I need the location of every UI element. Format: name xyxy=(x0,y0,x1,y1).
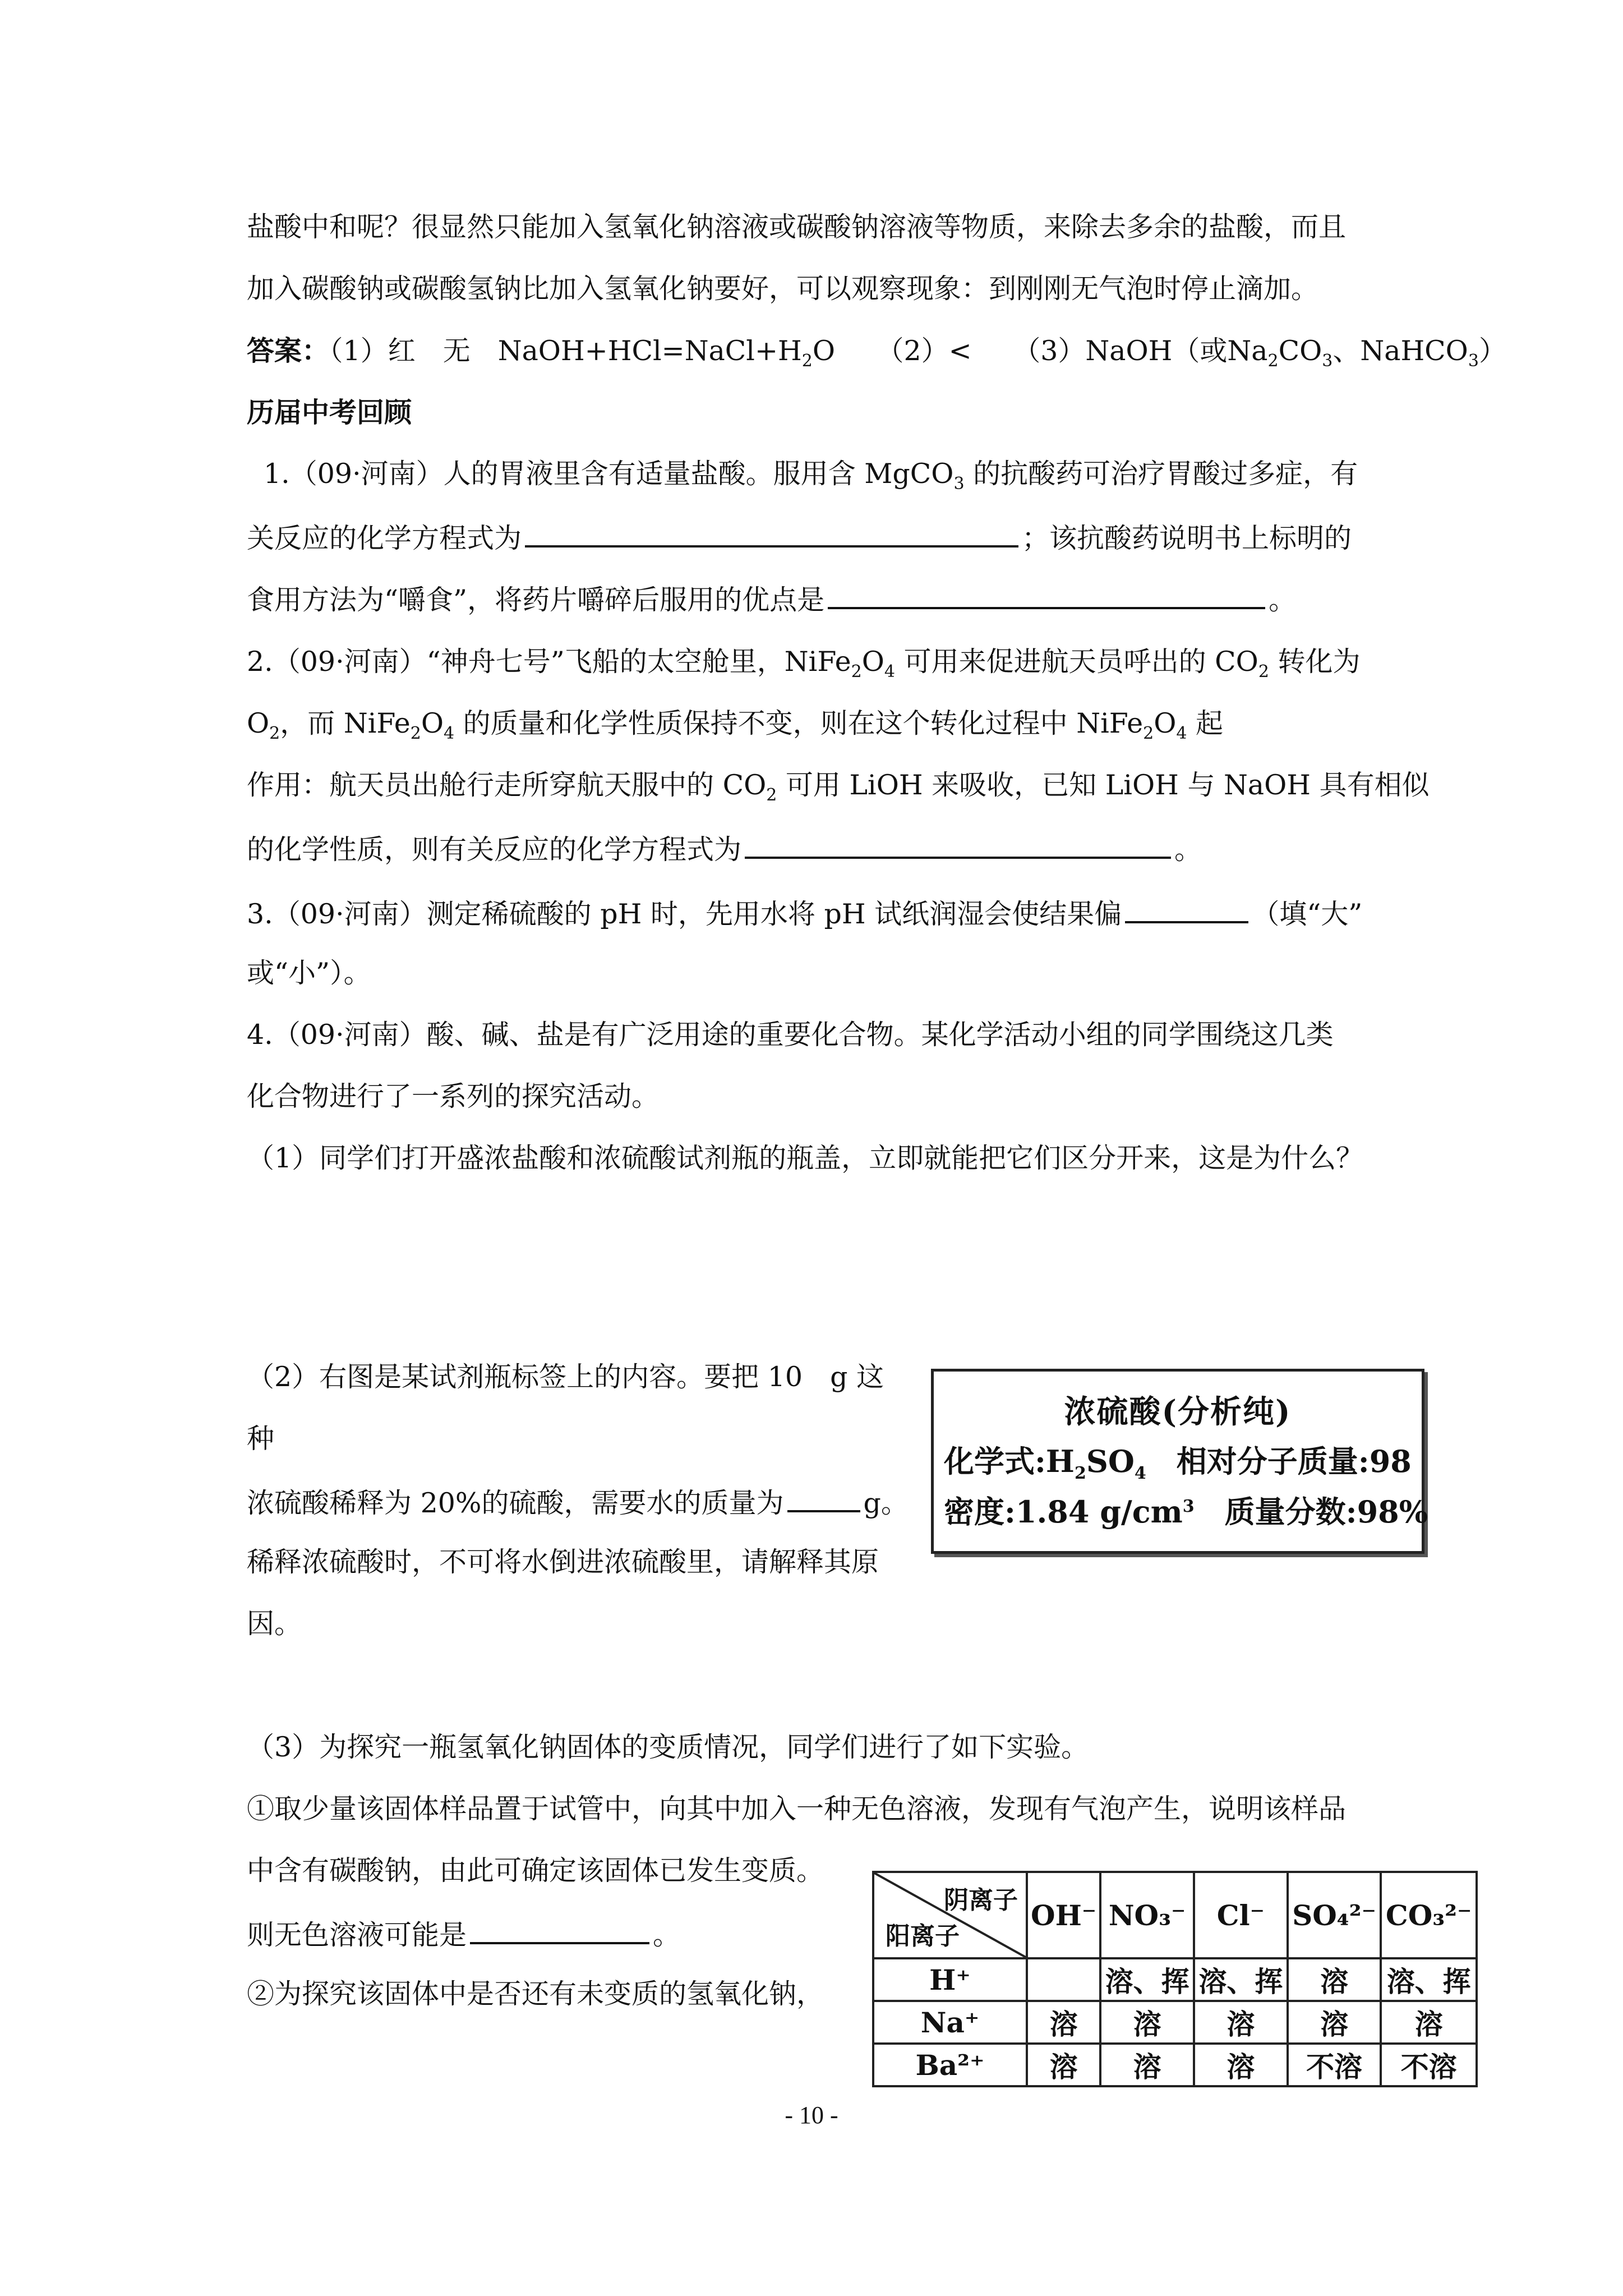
question-2-line: 2.（09·河南）“神舟七号”飞船的太空舱里，$NiFe_2O_4$ 可用来促进航天员呼出的 $CO_2$ 转化为 xyxy=(247,646,1361,682)
anion-header: SO₄²⁻ xyxy=(1288,1872,1381,1958)
anion-header: OH⁻ xyxy=(1027,1872,1100,1958)
question-4-line xyxy=(247,1789,1402,1829)
table-cell: 溶、挥 xyxy=(1194,1958,1288,2001)
table-cell: 溶 xyxy=(1027,2001,1100,2044)
answer-blank[interactable] xyxy=(787,1481,860,1512)
table-cell: 溶 xyxy=(1288,1958,1381,2001)
question-3-line xyxy=(247,892,1402,934)
table-cell: 溶 xyxy=(1381,2001,1477,2044)
question-4-line xyxy=(247,1139,1402,1178)
question-text: （2）右图是某试剂瓶标签上的内容。要把 10 g 这 xyxy=(247,1361,884,1393)
table-cell: 溶 xyxy=(1100,2044,1194,2086)
question-text: O xyxy=(421,707,444,739)
question-text: 2.（09·河南）“神舟七号”飞船的太空舱里，NiFe xyxy=(247,646,851,678)
table-cell: 溶 xyxy=(1027,2044,1100,2086)
question-text: O xyxy=(247,707,270,739)
label-text: 密度:1.84 g/cm xyxy=(944,1494,1183,1530)
question-text: 稀释浓硫酸时，不可将水倒进浓硫酸里，请解释其原 xyxy=(247,1546,879,1578)
reagent-label-image xyxy=(931,1369,1428,1554)
question-4-line xyxy=(247,1728,1402,1767)
table-cell: 溶 xyxy=(1100,2001,1194,2044)
question-text: 浓硫酸稀释为 20%的硫酸，需要水的质量为 xyxy=(247,1487,784,1519)
section-title-text: 历届中考回顾 xyxy=(247,396,412,429)
question-text: 食用方法为“嚼食”，将药片嚼碎后服用的优点是 xyxy=(247,584,825,616)
table-cell: 不溶 xyxy=(1381,2044,1477,2086)
question-1-line: 1.（09·河南）人的胃液里含有适量盐酸。服用含 MgCO$_3$ 的抗酸药可治疗胃酸过多症，有 xyxy=(264,458,1358,494)
table-row xyxy=(873,1958,1477,2001)
question-text: 化合物进行了一系列的探究活动。 xyxy=(247,1080,660,1112)
table-cell: 溶、挥 xyxy=(1381,1958,1477,2001)
question-text: ②为探究该固体中是否还有未变质的氢氧化钠， xyxy=(247,1978,824,2010)
answer-text: 、NaHCO xyxy=(1332,335,1468,367)
anion-header: NO₃⁻ xyxy=(1100,1872,1194,1958)
question-text: 1.（09·河南）人的胃液里含有适量盐酸。服用含 MgCO xyxy=(264,458,954,490)
cation-cell: Ba²⁺ xyxy=(873,2044,1027,2086)
answer-blank[interactable] xyxy=(828,578,1265,609)
paragraph-text: 盐酸中和呢？很显然只能加入氢氧化钠溶液或碳酸钠溶液等物质，来除去多余的盐酸，而且 xyxy=(247,211,1347,243)
label-title: 浓硫酸(分析纯) xyxy=(1064,1393,1292,1430)
question-4-line xyxy=(247,1604,1402,1644)
question-2-line xyxy=(247,827,1402,869)
question-2-line: $O_2$，而 $NiFe_2O_4$ 的质量和化学性质保持不变，则在这个转化过程中 $NiFe_2O_4$ 起 xyxy=(247,707,1224,743)
question-text: 中含有碳酸钠，由此可确定该固体已发生变质。 xyxy=(247,1855,824,1887)
question-3-line xyxy=(247,954,1402,993)
question-text: 或“小”）。 xyxy=(247,957,371,989)
corner-cation-label: 阳离子 xyxy=(886,1922,960,1950)
table-cell xyxy=(1027,1958,1100,2001)
table-cell: 溶 xyxy=(1194,2044,1288,2086)
question-text: 则无色溶液可能是 xyxy=(247,1919,467,1951)
label-text: 相对分子质量:98 xyxy=(1146,1443,1412,1479)
label-formula-row: 化学式$:H_2SO_4$ 相对分子质量:98 xyxy=(944,1443,1412,1483)
table-cell: 溶 xyxy=(1194,2001,1288,2044)
answer-blank[interactable] xyxy=(470,1913,649,1944)
question-text: 。 xyxy=(1269,584,1297,616)
question-4-line xyxy=(247,1077,1402,1116)
answer-blank[interactable] xyxy=(525,516,1018,547)
table-cell: 不溶 xyxy=(1288,2044,1381,2086)
anion-header: CO₃²⁻ xyxy=(1381,1872,1477,1958)
question-text: （填“大” xyxy=(1252,898,1363,930)
question-text: （3）为探究一瓶氢氧化钠固体的变质情况，同学们进行了如下实验。 xyxy=(247,1731,1089,1763)
table-cell: 溶 xyxy=(1288,2001,1381,2044)
text-line xyxy=(247,269,1402,309)
answer-text: ） xyxy=(1478,335,1506,367)
table-cell: 溶、挥 xyxy=(1100,1958,1194,2001)
label-density-row: 密度:1.84 $g/cm^3$ 质量分数:98% xyxy=(944,1494,1428,1530)
section-title xyxy=(247,393,1402,432)
text-line xyxy=(247,208,1402,247)
solubility-table xyxy=(872,1871,1478,2087)
question-text: 3.（09·河南）测定稀硫酸的 pH 时，先用水将 pH 试纸润湿会使结果偏 xyxy=(247,898,1122,930)
answer-text: CO xyxy=(1278,335,1322,367)
label-text: 质量分数:98% xyxy=(1194,1494,1428,1530)
answer-blank[interactable] xyxy=(1125,892,1248,923)
question-text: 作用：航天员出舱行走所穿航天服中的 CO xyxy=(247,769,767,801)
cation-cell: H⁺ xyxy=(873,1958,1027,2001)
answer-label: 答案： xyxy=(247,334,330,367)
page-number: - 10 - xyxy=(785,2101,838,2129)
question-text: （1）同学们打开盛浓盐酸和浓硫酸试剂瓶的瓶盖，立即就能把它们区分开来，这是为什么？ xyxy=(247,1142,1364,1174)
question-1-line xyxy=(247,516,1402,558)
question-text: 4.（09·河南）酸、碱、盐是有广泛用途的重要化合物。某化学活动小组的同学围绕这几类 xyxy=(247,1019,1334,1051)
question-text: ；该抗酸药说明书上标明的 xyxy=(1022,522,1352,554)
question-text: 。 xyxy=(653,1919,681,1951)
anion-header: Cl⁻ xyxy=(1194,1872,1288,1958)
answer-blank[interactable] xyxy=(745,827,1171,859)
question-text: 种 xyxy=(247,1423,275,1455)
table-header-row xyxy=(873,1872,1477,1958)
question-text: g。 xyxy=(863,1487,909,1519)
question-text: 的质量和化学性质保持不变，则在这个转化过程中 NiFe xyxy=(454,707,1144,739)
question-text: 可用来促进航天员呼出的 CO xyxy=(895,646,1258,678)
answer-text: O （2）< （3）NaOH（或Na xyxy=(812,335,1268,367)
question-1-line xyxy=(247,578,1402,620)
question-text: O xyxy=(861,646,884,678)
table-row xyxy=(873,2001,1477,2044)
question-2-line: 作用：航天员出舱行走所穿航天服中的 $CO_2$ 可用 LiOH 来吸收，已知 LiOH 与 NaOH 具有相似 xyxy=(247,769,1430,805)
question-text: 关反应的化学方程式为 xyxy=(247,522,522,554)
question-4-line xyxy=(247,1015,1402,1055)
paragraph-text: 加入碳酸钠或碳酸氢钠比加入氢氧化钠要好，可以观察现象：到刚刚无气泡时停止滴加。 xyxy=(247,273,1319,305)
question-text: 转化为 xyxy=(1269,646,1361,678)
question-text: ①取少量该固体样品置于试管中，向其中加入一种无色溶液，发现有气泡产生，说明该样品 xyxy=(247,1793,1347,1825)
answer-line: 答案：（1）红 无 $NaOH+HCl=NaCl+H_2O$ （2）< （3）NaOH（或$Na_2CO_3$、NaHCO$_3$） xyxy=(247,334,1506,371)
label-text: 化学式:H xyxy=(944,1443,1075,1479)
label-text: SO xyxy=(1086,1443,1135,1479)
table-corner-cell xyxy=(873,1872,1027,1958)
question-text: 可用 LiOH 来吸收，已知 LiOH 与 NaOH 具有相似 xyxy=(777,769,1430,801)
question-text: 的抗酸药可治疗胃酸过多症，有 xyxy=(964,458,1358,490)
question-text: ，而 NiFe xyxy=(280,707,411,739)
table-row xyxy=(873,2044,1477,2086)
question-text: 的化学性质，则有关反应的化学方程式为 xyxy=(247,834,742,866)
question-text: 起 xyxy=(1187,707,1224,739)
answer-text: （1）红 无 NaOH+HCl=NaCl+H xyxy=(329,335,802,367)
question-text: 因。 xyxy=(247,1608,302,1640)
question-text: 。 xyxy=(1174,834,1202,866)
question-text: O xyxy=(1154,707,1177,739)
corner-anion-label: 阴离子 xyxy=(944,1886,1018,1915)
cation-cell: Na⁺ xyxy=(873,2001,1027,2044)
